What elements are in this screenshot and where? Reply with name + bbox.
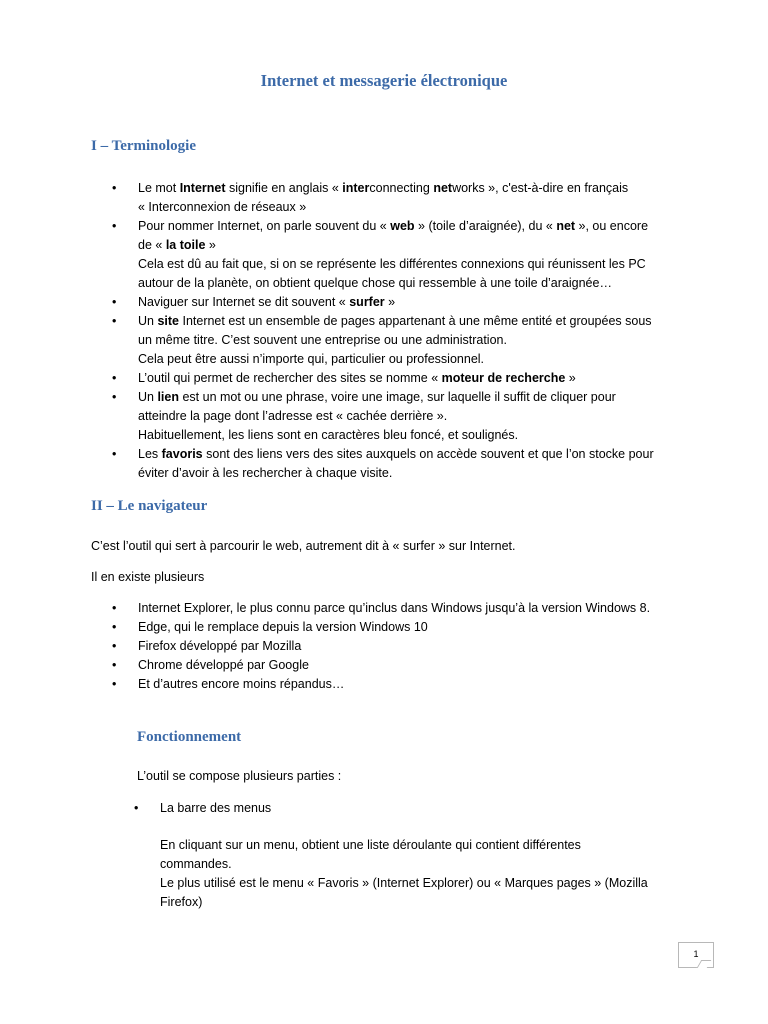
list-item-line	[138, 198, 692, 217]
list-item-line	[138, 350, 692, 369]
fonctionnement-intro-paragraph: L’outil se compose plusieurs parties :	[137, 769, 342, 783]
text-run: Les	[138, 447, 162, 461]
text-run: »	[384, 295, 396, 309]
bold-term: Internet	[179, 181, 226, 195]
list-item-line	[138, 445, 692, 464]
list-item-title: • La barre des menus	[160, 801, 272, 815]
text-run: Internet est un ensemble de pages appartenant à une même entité et groupées sous	[179, 314, 652, 328]
subsection-heading-fonctionnement: Fonctionnement	[137, 729, 242, 745]
text-run: connecting	[369, 181, 434, 195]
list-item-line	[138, 236, 692, 255]
list-item-line	[138, 179, 692, 198]
text-run: de «	[138, 238, 166, 252]
bold-term: web	[390, 219, 415, 233]
text-run: un même titre. C’est souvent une entreprise ou une administration.	[138, 333, 507, 347]
list-item-line	[138, 369, 692, 388]
list-item	[134, 799, 694, 818]
list-item	[112, 179, 692, 217]
bold-term: net	[433, 181, 453, 195]
list-item-line	[138, 464, 692, 483]
list-item	[112, 312, 692, 369]
list-item-text: • Chrome développé par Google	[138, 658, 309, 672]
text-run: signifie en anglais «	[225, 181, 343, 195]
list-item-text: • Internet Explorer, le plus connu parce qu’inclus dans Windows jusqu’à la version Windows 8.	[138, 601, 651, 615]
list-item-text: • Edge, qui le remplace depuis la version Windows 10	[138, 620, 428, 634]
bold-term: favoris	[161, 447, 203, 461]
list-item	[112, 293, 692, 312]
bold-term: net	[556, 219, 576, 233]
bold-term: inter	[342, 181, 370, 195]
parts-list	[134, 799, 694, 818]
terminology-list	[112, 179, 692, 483]
list-item-text: • Firefox développé par Mozilla	[138, 639, 302, 653]
text-run: », ou encore	[575, 219, 649, 233]
bold-term: surfer	[349, 295, 385, 309]
text-run: « Interconnexion de réseaux »	[138, 200, 307, 214]
description-line: Le plus utilisé est le menu « Favoris » (Internet Explorer) ou « Marques pages » (Mozilla	[160, 876, 648, 890]
list-item-line	[138, 388, 692, 407]
list-item-line	[138, 217, 692, 236]
browser-list	[112, 599, 692, 694]
list-item	[112, 656, 692, 675]
section-heading-navigateur: II – Le navigateur	[91, 498, 208, 514]
text-run: est un mot ou une phrase, voire une image, sur laquelle il suffit de cliquer pour	[179, 390, 616, 404]
list-item-line	[138, 331, 692, 350]
text-run: Cela est dû au fait que, si on se représente les différentes connexions qui réunissent les PC	[138, 257, 646, 271]
bold-term: site	[157, 314, 179, 328]
navigator-intro-paragraph: C’est l’outil qui sert à parcourir le web, autrement dit à « surfer » sur Internet.	[91, 539, 516, 553]
list-item-line	[138, 293, 692, 312]
list-item-line	[138, 426, 692, 445]
bold-term: lien	[157, 390, 179, 404]
menu-bar-description	[160, 836, 700, 912]
list-item-line	[138, 274, 692, 293]
document-title: Internet et messagerie électronique	[260, 71, 508, 90]
list-item	[112, 369, 692, 388]
list-item	[112, 217, 692, 293]
text-run: Naviguer sur Internet se dit souvent «	[138, 295, 350, 309]
list-item	[112, 637, 692, 656]
list-item	[112, 445, 692, 483]
text-run: »	[565, 371, 576, 385]
text-run: » (toile d’araignée), du «	[414, 219, 557, 233]
text-run: works », c'est-à-dire en français	[452, 181, 629, 195]
description-line: commandes.	[160, 857, 232, 871]
section-heading-terminologie: I – Terminologie	[91, 138, 197, 154]
text-run: »	[205, 238, 216, 252]
list-item-line	[138, 407, 692, 426]
text-run: sont des liens vers des sites auxquels on accède souvent et que l’on stocke pour	[202, 447, 654, 461]
list-item	[112, 618, 692, 637]
text-run: éviter d’avoir à les rechercher à chaque visite.	[138, 466, 393, 480]
list-item	[112, 599, 692, 618]
text-run: Un	[138, 390, 158, 404]
description-line: En cliquant sur un menu, obtient une liste déroulante qui contient différentes	[160, 838, 581, 852]
list-item-line	[138, 255, 692, 274]
text-run: Pour nommer Internet, on parle souvent du «	[138, 219, 391, 233]
bold-term: moteur de recherche	[441, 371, 566, 385]
list-item	[112, 388, 692, 445]
text-run: Le mot	[138, 181, 180, 195]
list-item-text: • Et d’autres encore moins répandus…	[138, 677, 345, 691]
text-run: Un	[138, 314, 158, 328]
list-item-line	[138, 312, 692, 331]
bold-term: la toile	[165, 238, 206, 252]
text-run: autour de la planète, on obtient quelque chose qui ressemble à une toile d’araignée…	[138, 276, 612, 290]
text-run: Habituellement, les liens sont en caractères bleu foncé, et soulignés.	[138, 428, 519, 442]
list-item	[112, 675, 692, 694]
page-number: 1	[678, 942, 714, 968]
navigator-exist-paragraph: Il en existe plusieurs	[91, 570, 205, 584]
text-run: L’outil qui permet de rechercher des sites se nomme «	[138, 371, 442, 385]
description-line: Firefox)	[160, 895, 203, 909]
text-run: atteindre la page dont l’adresse est « cachée derrière ».	[138, 409, 448, 423]
text-run: Cela peut être aussi n’importe qui, particulier ou professionnel.	[138, 352, 485, 366]
